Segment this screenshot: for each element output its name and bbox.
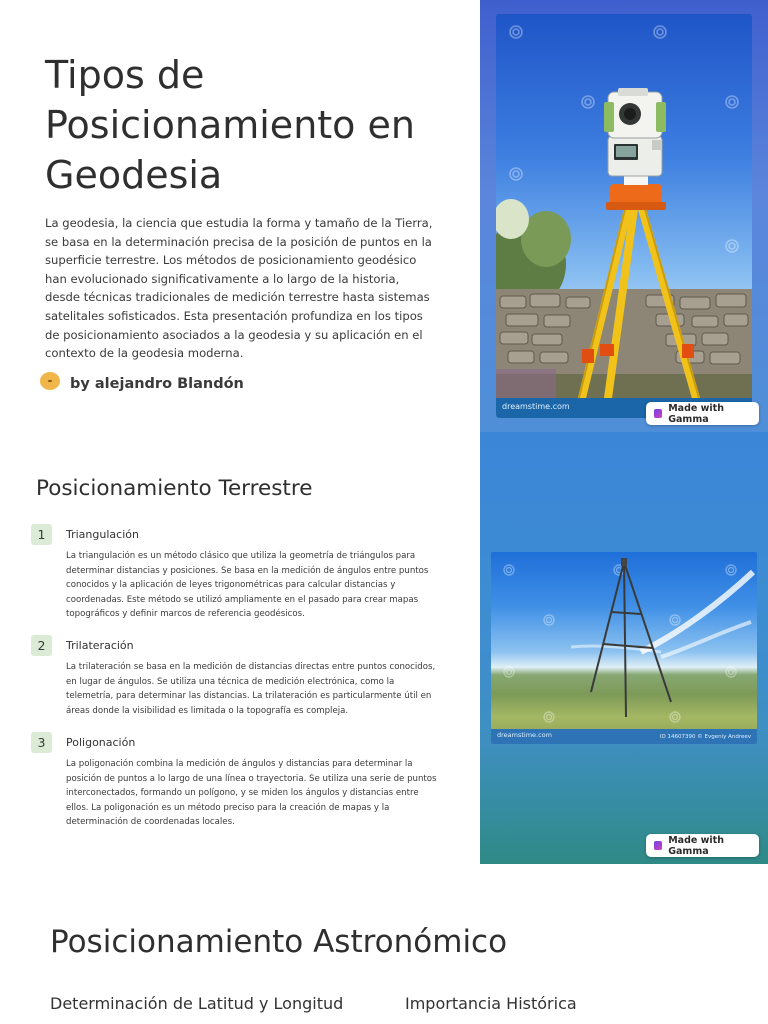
image-panel [480, 0, 768, 432]
section-title: Posicionamiento Astronómico [50, 924, 508, 960]
slide-intro [0, 0, 768, 432]
step-title: Triangulación [66, 528, 139, 541]
image-panel [480, 432, 768, 864]
slide-astronomical [0, 864, 768, 1024]
survey-tripod-photo [491, 552, 757, 744]
step-description: La trilateración se basa en la medición de distancias directas entre puntos conocidos, en lugar de ángulos. Se utiliza una técnica de medición electrónica, como la telemetría, para determinar las distancias. La trilateración es particularmente útil en áreas donde la visibilidad es limitada o la topografía es compleja. [66, 662, 436, 716]
photo-credit: ID 14607390 © Evgeniy Andreev [659, 734, 751, 740]
step-number-badge: 2 [31, 635, 52, 656]
section-title: Posicionamiento Terrestre [36, 476, 313, 501]
step-number-badge: 3 [31, 732, 52, 753]
step-description: La poligonación combina la medición de ángulos y distancias para determinar la posición de puntos a lo largo de una línea o trayectoria. Se utiliza una serie de puntos interconectados, formando un polígono, y se miden los ángulos y distancias entre ellos. La poligonación es un método preciso para la creación de mapas y la determinación de coordenadas locales. [66, 759, 437, 828]
author-name: by alejandro Blandón [70, 376, 244, 392]
slide-terrestrial [0, 432, 768, 864]
gamma-logo-icon [654, 409, 662, 418]
step-title: Trilateración [66, 639, 134, 652]
step-item [31, 524, 441, 624]
total-station-photo [496, 14, 752, 418]
step-item [31, 732, 441, 832]
step-number-badge: 1 [31, 524, 52, 545]
column-heading-history: Importancia Histórica [405, 994, 577, 1013]
step-item [31, 635, 441, 735]
step-description: La triangulación es un método clásico que utiliza la geometría de triángulos para determinar distancias y posiciones. Se basa en la medición de ángulos entre puntos conocidos y la aplicación de leyes trigonométricas para calcular distancias y coordenadas. Este método se utilizó ampliamente en el pasado para crear mapas topográficos y definir marcos de referencia geodésicos. [66, 551, 429, 620]
made-with-gamma-badge[interactable] [646, 834, 759, 857]
slide-title: Tipos de Posicionamiento en Geodesia [45, 53, 415, 197]
watermark-text: dreamstime.com [497, 731, 552, 739]
made-with-gamma-badge[interactable] [646, 402, 759, 425]
avatar [40, 372, 60, 390]
step-title: Poligonación [66, 736, 136, 749]
watermark-text: dreamstime.com [502, 402, 570, 411]
column-heading-latlong: Determinación de Latitud y Longitud [50, 994, 344, 1013]
badge-label: Made with Gamma [668, 834, 724, 857]
badge-label: Made with Gamma [668, 402, 724, 425]
intro-paragraph: La geodesia, la ciencia que estudia la forma y tamaño de la Tierra, se basa en la determinación precisa de la posición de puntos en la superficie terrestre. Los métodos de posicionamiento geodésico han evolucionado significativamente a lo largo de la historia, desde técnicas tradicionales de medición terrestre hasta sistemas satelitales sofisticados. Esta presentación profundiza en los tipos de posicionamiento asociados a la geodesia y su aplicación en el contexto de la geodesia moderna. [45, 216, 433, 361]
gamma-logo-icon [654, 841, 662, 850]
author-byline [40, 372, 244, 390]
watermark-bar [491, 729, 757, 744]
